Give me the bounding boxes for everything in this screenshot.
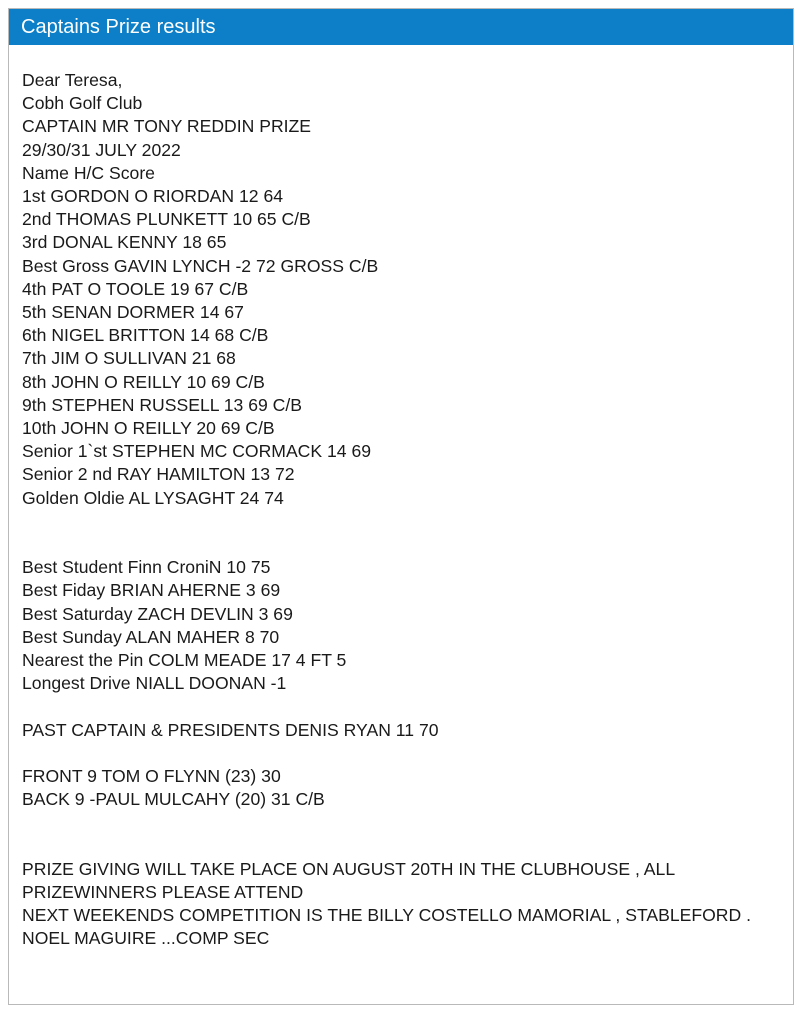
special-prize-line: Best Student Finn CroniN 10 75 xyxy=(22,557,271,578)
special-prize-line: Longest Drive NIALL DOONAN -1 xyxy=(22,673,287,694)
blank-line xyxy=(22,835,773,858)
next-competition-notice: NEXT WEEKENDS COMPETITION IS THE BILLY COSTELLO MAMORIAL , STABLEFORD . xyxy=(22,905,751,926)
blank-line xyxy=(22,533,773,556)
blank-line xyxy=(22,510,773,533)
columns-header: Name H/C Score xyxy=(22,162,155,183)
result-line: Senior 1`st STEPHEN MC CORMACK 14 69 xyxy=(22,441,372,462)
front-nine-line: FRONT 9 TOM O FLYNN (23) 30 xyxy=(22,766,281,787)
result-line: 5th SENAN DORMER 14 67 xyxy=(22,302,244,323)
result-line: 9th STEPHEN RUSSELL 13 69 C/B xyxy=(22,394,302,415)
result-line: 6th NIGEL BRITTON 14 68 C/B xyxy=(22,325,269,346)
result-line: Senior 2 nd RAY HAMILTON 13 72 xyxy=(22,464,295,485)
result-line: 1st GORDON O RIORDAN 12 64 xyxy=(22,186,284,207)
blank-line xyxy=(22,811,773,834)
special-prize-line: Best Sunday ALAN MAHER 8 70 xyxy=(22,626,280,647)
special-prize-line: Nearest the Pin COLM MEADE 17 4 FT 5 xyxy=(22,650,347,671)
competition-name: CAPTAIN MR TONY REDDIN PRIZE xyxy=(22,116,312,137)
blank-line xyxy=(22,695,773,718)
signature-line: NOEL MAGUIRE ...COMP SEC xyxy=(22,928,270,949)
past-captains-line: PAST CAPTAIN & PRESIDENTS DENIS RYAN 11 70 xyxy=(22,719,439,740)
greeting-line: Dear Teresa, xyxy=(22,70,123,90)
result-line: 4th PAT O TOOLE 19 67 C/B xyxy=(22,278,249,299)
results-panel xyxy=(8,8,794,1005)
back-nine-line: BACK 9 -PAUL MULCAHY (20) 31 C/B xyxy=(22,789,325,810)
club-name: Cobh Golf Club xyxy=(22,93,143,114)
blank-line xyxy=(22,742,773,765)
competition-dates: 29/30/31 JULY 2022 xyxy=(22,139,181,160)
special-prize-line: Best Fiday BRIAN AHERNE 3 69 xyxy=(22,580,281,601)
result-line: 10th JOHN O REILLY 20 69 C/B xyxy=(22,418,275,439)
message-body xyxy=(22,69,773,951)
result-line: Golden Oldie AL LYSAGHT 24 74 xyxy=(22,487,284,508)
special-prize-line: Best Saturday ZACH DEVLIN 3 69 xyxy=(22,603,293,624)
panel-title: Captains Prize results xyxy=(9,9,793,45)
prize-giving-notice: PRIZE GIVING WILL TAKE PLACE ON AUGUST 20TH IN THE CLUBHOUSE , ALL PRIZEWINNERS PLEASE ATTEND xyxy=(22,858,680,903)
result-line: 7th JIM O SULLIVAN 21 68 xyxy=(22,348,236,369)
result-line: 3rd DONAL KENNY 18 65 xyxy=(22,232,227,253)
result-line: Best Gross GAVIN LYNCH -2 72 GROSS C/B xyxy=(22,255,379,276)
result-line: 8th JOHN O REILLY 10 69 C/B xyxy=(22,371,265,392)
result-line: 2nd THOMAS PLUNKETT 10 65 C/B xyxy=(22,209,311,230)
